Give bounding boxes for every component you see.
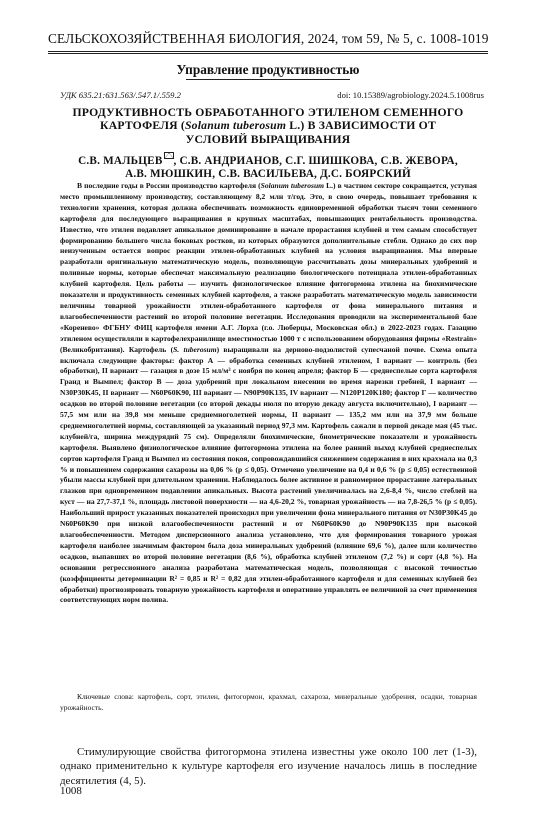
journal-header: СЕЛЬСКОХОЗЯЙСТВЕННАЯ БИОЛОГИЯ, 2024, том 59, № 5, с. 1008-1019 bbox=[48, 31, 489, 46]
page-number: 1008 bbox=[60, 785, 82, 797]
keywords-text: Ключевые слова: картофель, сорт, этилен, фитогормон, крахмал, сахароза, минеральные удобрения, осадки, товарная урожайность. bbox=[60, 692, 477, 712]
title-text-start: ПРОДУКТИВНОСТЬ ОБРАБОТАННОГО ЭТИЛЕНОМ СЕМЕННОГО КАРТОФЕЛЯ ( bbox=[72, 106, 464, 133]
abstract bbox=[60, 181, 477, 606]
abstract-latin-2: S. tuberosum bbox=[173, 344, 217, 354]
abstract-text-1: В последние годы в России производство картофеля ( bbox=[77, 181, 261, 190]
author-list bbox=[60, 152, 476, 182]
authors-line2: А.В. МЮШКИН, С.В. ВАСИЛЬЕВА, Д.С. БОЯРСКИЙ bbox=[125, 168, 411, 181]
envelope-icon[interactable] bbox=[164, 152, 174, 159]
abstract-paragraph bbox=[60, 181, 477, 606]
abstract-text-3: ) выращивали на дерново-подзолистой супесчаной почве. Схема опыта включала следующие факторы: фактор А — обработка семенных клубней этиленом, I вариант — контроль (без обработки), II вариант — газация в дозе 15 мл/м³ с ноября по конец апреля; фактор Б — среднеспелые сорта картофеля Гранд и Вымпел; фактор В — доза удобрений при локальном внесении во время нарезки гребней, I вариант — N30P30K45, II вариант — N60P60K90, III вариант — N90P90K135, IV вариант — N120P120K180; фактор Г — количество осадков во второй половине вегетации (со второй декады июля по вторую декаду августа включительно), I вариант — 57,5 мм или на 39,8 мм меньше среднемноголетней нормы, II вариант — 135,2 мм или на 37,9 мм больше среднемноголетней нормы, составляющей за указанный период 97,3 мм. Картофель сажали в первой декаде мая (45 тыс. клубней/га, ширина междурядий 75 см). Определяли биохимические, биометрические показатели и урожайность картофеля. Выявлено физиологическое влияние фитогормона этилена на более ранний выход клубней среднеспелых сортов картофеля Гранд и Вымпел из состояния покоя, сопровождавшийся снижением содержания в них крахмала на 0,3 % и повышением содержания сахарозы на 0,06 % (р ≤ 0,05). Отмечено увеличение на 0,4 и 0,6 % (р ≤ 0,05) естественной убыли массы клубней при длительном хранении. Наблюдалось более активное и равномерное прорастание латеральных глазков при одновременном подавлении апикальных. Высота растений увеличивалась на 2,6-8,4 %, число стеблей на куст — на 27,7-37,1 %, площадь листовой поверхности — на 4,6-20,2 %, товарная урожайность — на 7,8-26,5 % (р ≤ 0,05). Наибольший прирост указанных показателей происходил при увеличении фона минерального питания от N30P30K45 до N60P60K90 при низкой влагообеспеченности растений и от N60P60K90 до N90P90K135 при высокой влагообеспеченности. Методом дисперсионного анализа установлено, что для формирования товарного урожая картофеля наиболее значимым фактором была доза минеральных удобрений (влияние 69,6 %), далее шли количество осадков, выпавших во второй половине вегетации (8,6 %), обработка клубней этиленом (7,2 %) и сорт (4,8 %). На основании регрессионного анализа разработана математическая модель, позволяющая с высокой точностью (коэффициенты детерминации R² = 0,85 и R² = 0,82 для этилен-обработанного картофеля и для семенных клубней без обработки) прогнозировать товарную урожайность картофеля и оперативно управлять ее величиной за счет применения соответствующих норм полива. bbox=[60, 344, 478, 605]
title-latin-name: Solanum tuberosum bbox=[184, 119, 287, 133]
abstract-text-2: L.) в частном секторе сокращается, уступая место промышленному производству, составляющему 8,2 млн т/год. Это, в свою очередь, повышает требования к технологии хранения, которая должна обеспечивать возможность единовременной обработки тысяч тонн семенного картофеля для последующего выращивания в крупных масштабах, повышающих рентабельность производства. Известно, что этилен подавляет апикальное доминирование в начале прорастания клубней и тем самым способствует формированию большего числа боковых ростков, из которых образуются дополнительные стебли. Однако до сих пор неизученным остается вопрос реакции этилен-обработанных клубней на условия выращивания. Мы впервые разработали оригинальную математическую модель, позволяющую рассчитывать дозы минеральных удобрений и поливные нормы, которые обеспечат максимальную реализацию биологического потенциала этилен-обработанных клубней картофеля. Цель работы — изучить физиологическое влияние фитогормона этилена на биохимические показатели и продуктивность семенных клубней картофеля, а также разработать математическую модель зависимости величины товарной урожайности этилен-обработанного картофеля от фона минерального питания и влагообеспеченности растений во второй половине вегетации. Исследования проводили на экспериментальной базе «Коренево» ФГБНУ ФИЦ картофеля имени А.Г. Лорха (г.о. Люберцы, Московская обл.) в 2022-2023 годах. Газацию этиленом осуществляли в картофелехранилище вместимостью 1000 т с использованием оборудования фирмы «Restrain» (Великобритания). Картофель ( bbox=[60, 181, 478, 354]
udk-code: УДК 635.21:631.563/.547.1/.559.2 bbox=[60, 90, 181, 100]
header-rule-top bbox=[48, 51, 488, 52]
article-title bbox=[70, 106, 466, 146]
section-heading: Управление продуктивностью bbox=[176, 62, 360, 77]
abstract-latin-1: Solanum tuberosum bbox=[260, 181, 325, 190]
intro-paragraph: Стимулирующие свойства фитогормона этилена известны уже около 100 лет (1-3), однако применительно к культуре картофеля его изучение началось лишь в последние десятилетия (4, 5). bbox=[60, 746, 477, 787]
corresponding-author: С.В. МАЛЬЦЕВ bbox=[78, 155, 163, 167]
header-rule-bottom bbox=[48, 53, 488, 54]
introduction bbox=[60, 745, 477, 788]
section-underline bbox=[186, 79, 350, 80]
title-text-end: L.) В ЗАВИСИМОСТИ ОТ УСЛОВИЙ ВЫРАЩИВАНИЯ bbox=[185, 119, 436, 146]
keywords bbox=[60, 692, 477, 714]
doi-link[interactable]: doi: 10.15389/agrobiology.2024.5.1008rus bbox=[337, 90, 484, 100]
authors-line1-rest: , С.В. АНДРИАНОВ, С.Г. ШИШКОВА, С.В. ЖЕВОРА, bbox=[173, 155, 458, 167]
